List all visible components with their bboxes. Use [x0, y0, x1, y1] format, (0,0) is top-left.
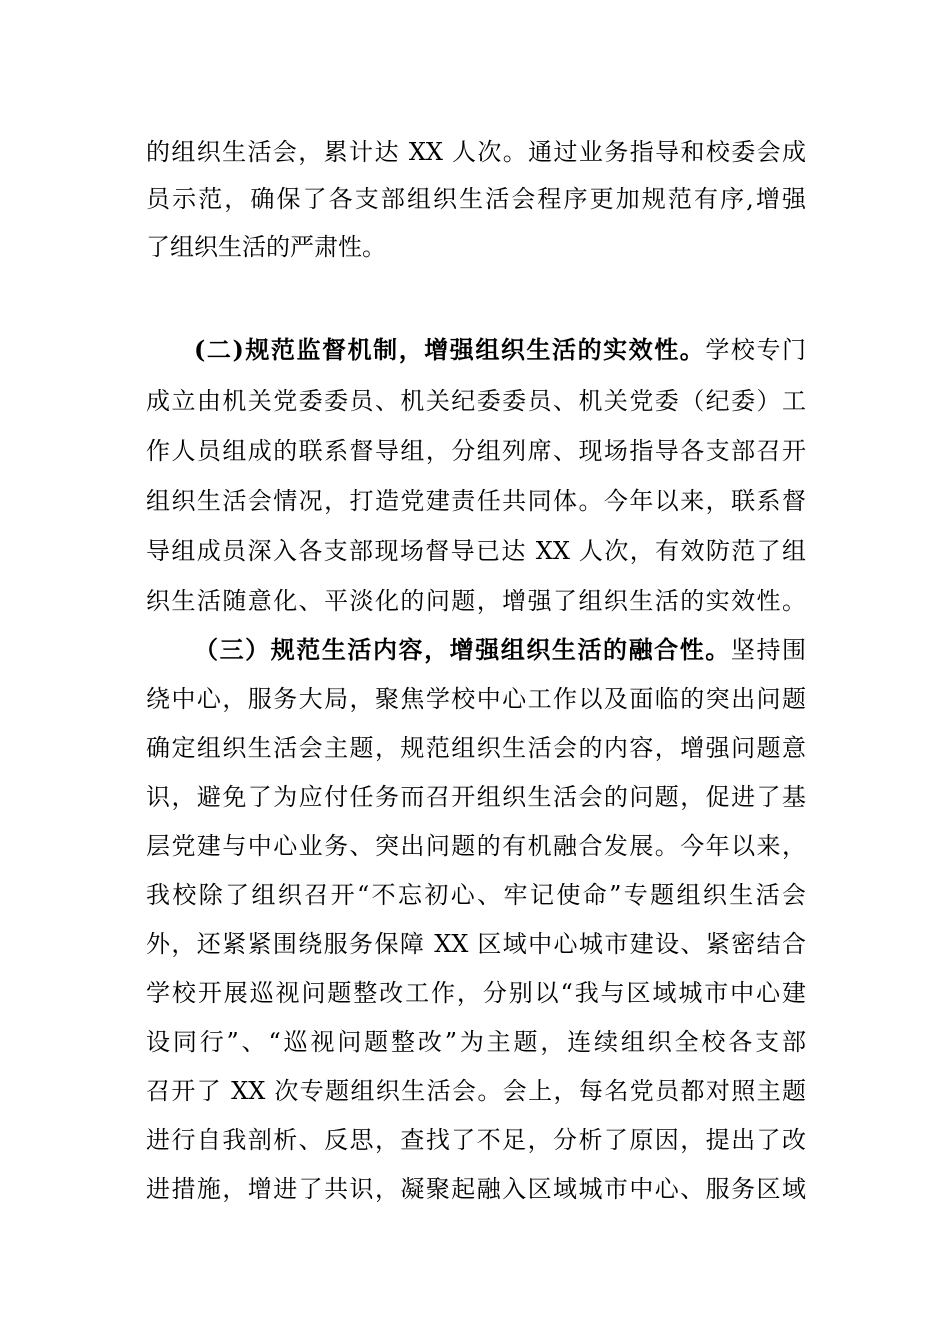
para1-line-3: 了组织生活的严肃性。	[146, 233, 386, 261]
para2-line-2: 成立由机关党委委员、机关纪委委员、机关党委（纪委）工	[146, 387, 806, 415]
para1-line-2: 员示范，确保了各支部组织生活会程序更加规范有序,增强	[146, 185, 806, 213]
para3-line-8: 学校开展巡视问题整改工作，分别以“我与区域城市中心建	[146, 979, 806, 1007]
para1-line-1: 的组织生活会，累计达 XX 人次。通过业务指导和校委会成	[146, 138, 806, 166]
para3-line-2: 绕中心，服务大局，聚焦学校中心工作以及面临的突出问题	[146, 685, 806, 713]
para2-heading: (二)规范监督机制，增强组织生活的实效性。	[194, 335, 706, 364]
para3-line-11: 进行自我剖析、反思，查找了不足，分析了原因，提出了改	[146, 1126, 806, 1154]
para2-line-5: 导组成员深入各支部现场督导已达 XX 人次，有效防范了组	[146, 537, 806, 565]
para3-line-12: 进措施，增进了共识，凝聚起融入区域城市中心、服务区域	[146, 1175, 806, 1203]
para2-line-6: 织生活随意化、平淡化的问题，增强了组织生活的实效性。	[146, 587, 806, 615]
para2-line-4: 组织生活会情况，打造党建责任共同体。今年以来，联系督	[146, 487, 806, 515]
para2-line-3: 作人员组成的联系督导组，分组列席、现场指导各支部召开	[146, 437, 806, 465]
para3-heading: （三）规范生活内容，增强组织生活的融合性。	[194, 635, 731, 664]
para3-line-7: 外，还紧紧围绕服务保障 XX 区域中心城市建设、紧密结合	[146, 930, 806, 958]
para3-line-3: 确定组织生活会主题，规范组织生活会的内容，增强问题意	[146, 734, 806, 762]
para3-line-5: 层党建与中心业务、突出问题的有机融合发展。今年以来，	[146, 832, 806, 860]
para3-line-9: 设同行”、“巡视问题整改”为主题，连续组织全校各支部	[146, 1028, 806, 1056]
para3-line-4: 识，避免了为应付任务而召开组织生活会的问题，促进了基	[146, 783, 806, 811]
para3-line-10: 召开了 XX 次专题组织生活会。会上，每名党员都对照主题	[146, 1077, 806, 1105]
para3-first-line	[194, 630, 806, 670]
para3-line-6: 我校除了组织召开“不忘初心、牢记使命”专题组织生活会	[146, 881, 806, 909]
para2-first-line	[194, 330, 806, 370]
para2-first-rest: 学校专门	[705, 336, 807, 364]
para3-first-rest: 坚持围	[730, 636, 807, 664]
